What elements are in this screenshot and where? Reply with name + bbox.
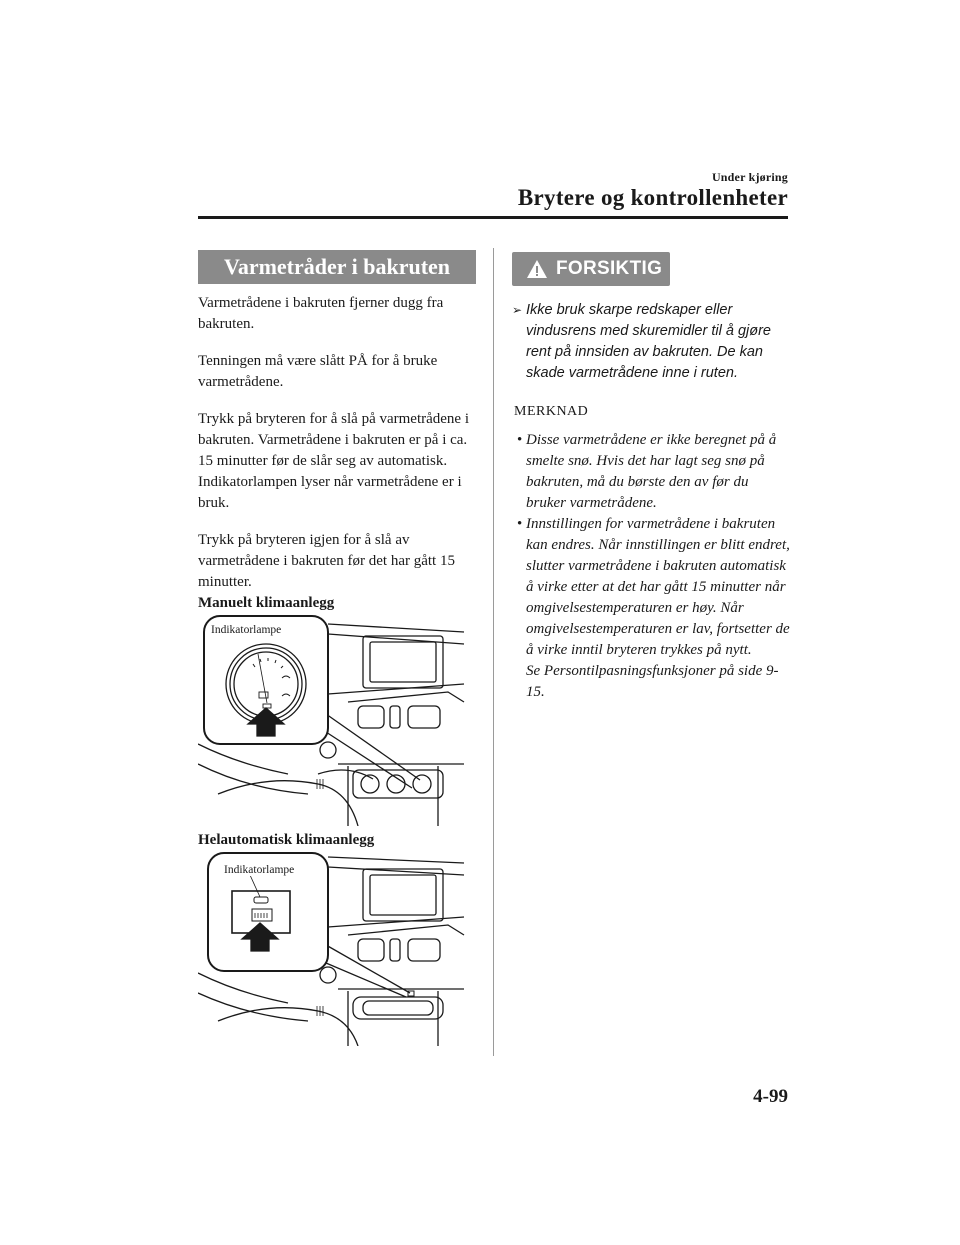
manual-climate-illustration — [198, 614, 466, 826]
note-label: MERKNAD — [514, 404, 589, 419]
manual-climate-drawing — [198, 614, 466, 826]
header-rule — [198, 216, 788, 219]
note-item — [512, 514, 792, 703]
cross-reference: Se Persontilpasningsfunksjoner på side 9-15. — [526, 663, 779, 700]
note-text: Disse varmetrådene er ikke beregnet på å smelte snø. Hvis det har lagt seg snø på bakruten, må du børste den av før du bruker varmetrådene. — [526, 432, 777, 511]
note-text: Innstillingen for varmetrådene i bakruten kan endres. Når innstillingen er blitt endret, slutter varmetrådene i bakruten automatisk å virke etter at det har gått 15 minutter når omgivelsestemperaturen er høy. Når omgivelsestemperaturen er lav, fortsetter de å virke inntil bryteren trykkes på nytt. — [526, 516, 790, 658]
page-number: 4-99 — [753, 1086, 788, 1107]
chapter-title: Under kjøring — [711, 170, 788, 184]
arrow-bullet-icon: ➢ — [512, 303, 523, 317]
left-column — [198, 250, 476, 1046]
paragraph-indicator: Indikatorlampen lyser når varmetrådene er i bruk. — [198, 474, 462, 511]
right-column — [512, 252, 792, 703]
auto-climate-heading: Helautomatisk klimaanlegg — [198, 832, 375, 848]
auto-climate-drawing — [198, 851, 466, 1046]
bullet-icon: • — [517, 432, 523, 448]
paragraph-intro: Varmetrådene i bakruten fjerner dugg fra bakruten. — [198, 295, 444, 332]
paragraph-ignition: Tenningen må være slått PÅ for å bruke varmetrådene. — [198, 353, 438, 390]
manual-climate-heading: Manuelt klimaanlegg — [198, 595, 335, 611]
section-title: Brytere og kontrollenheter — [517, 185, 788, 210]
caution-title: FORSIKTIG — [556, 258, 663, 279]
column-divider — [493, 248, 494, 1056]
auto-climate-illustration — [198, 851, 466, 1046]
paragraph-switch-on: Trykk på bryteren for å slå på varmetrådene i bakruten. Varmetrådene i bakruten er på i ca. 15 minutter før de slår seg av automatisk. — [198, 411, 470, 469]
paragraph-switch-off: Trykk på bryteren igjen for å slå av varmetrådene i bakruten før det har gått 15 minutter. — [198, 532, 455, 590]
manual-indicator-label: Indikatorlampe — [211, 624, 282, 636]
warning-icon — [526, 259, 548, 279]
caution-header — [512, 252, 670, 286]
auto-indicator-label: Indikatorlampe — [224, 864, 295, 876]
bullet-icon: • — [517, 516, 523, 532]
topic-title: Varmetråder i bakruten — [198, 250, 476, 284]
caution-text-body: Ikke bruk skarpe redskaper eller vindusrens med skuremidler til å gjøre rent på innsiden av bakruten. De kan skade varmetrådene inne i ruten. — [526, 302, 771, 381]
note-item — [512, 430, 792, 514]
caution-item — [512, 300, 792, 384]
